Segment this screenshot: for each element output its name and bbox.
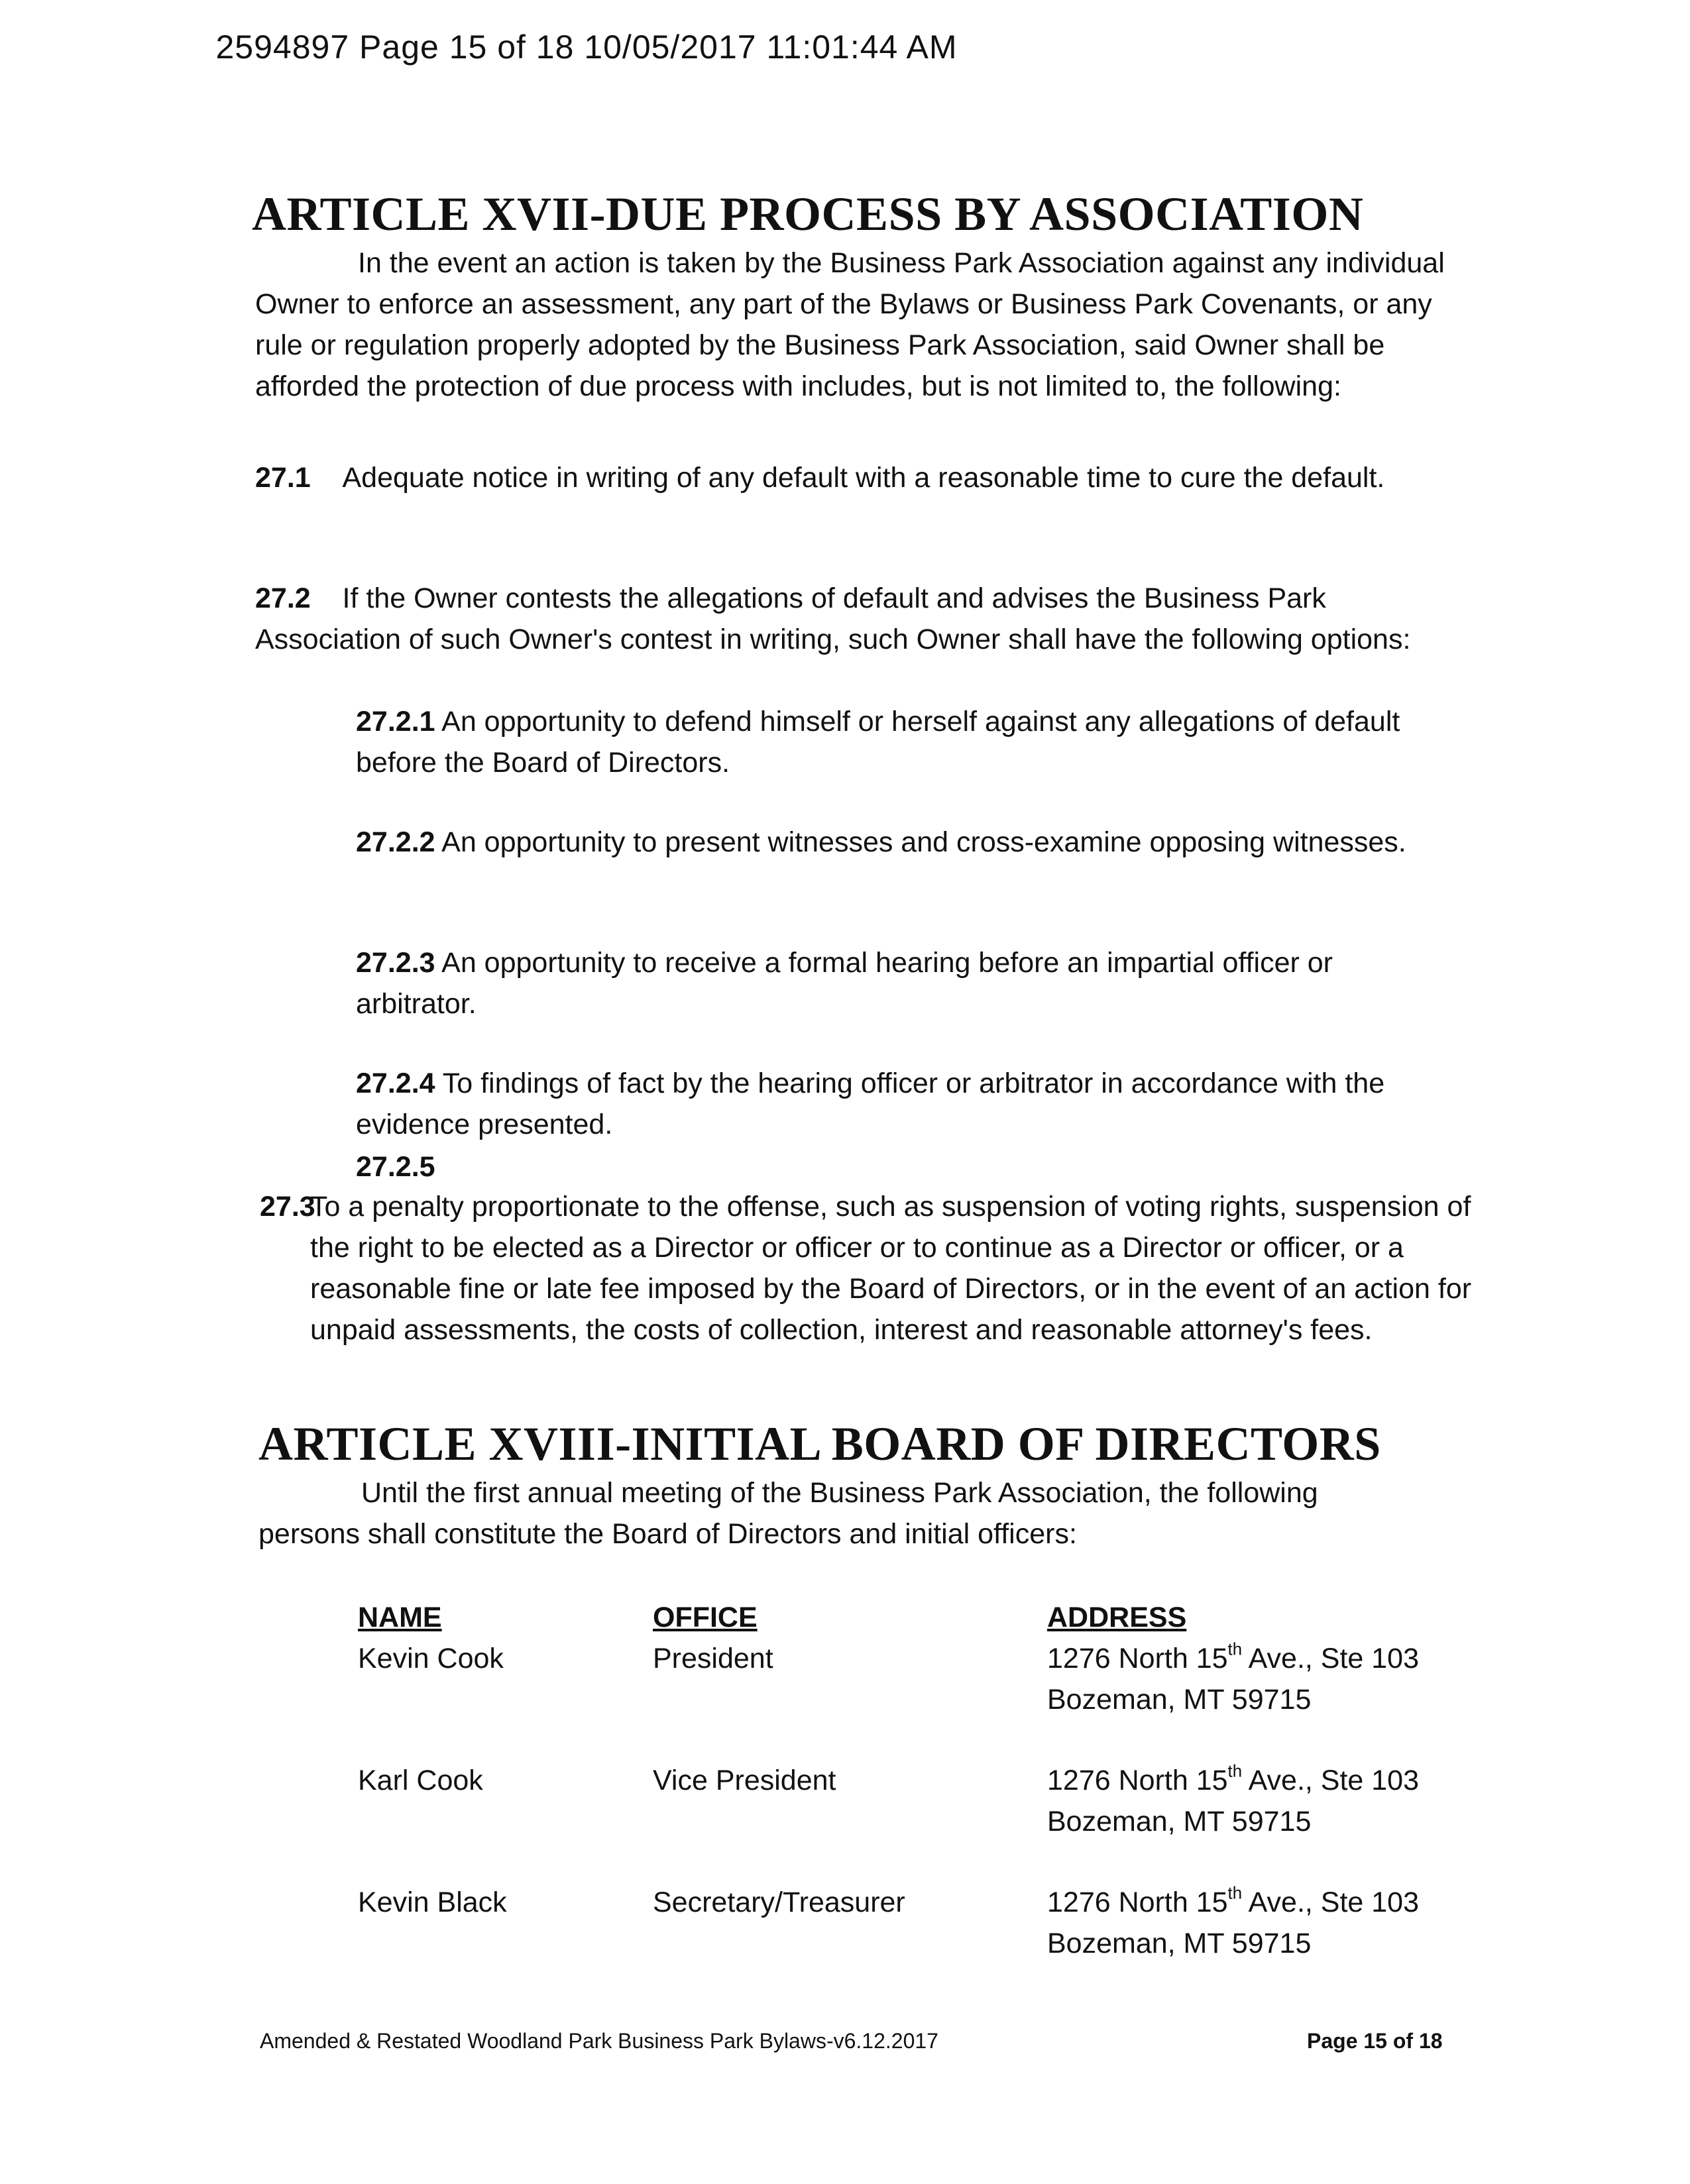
- article-17-title: ARTICLE XVII-DUE PROCESS BY ASSOCIATION: [252, 188, 1364, 241]
- section-number: 27.2.1: [356, 706, 435, 737]
- address-suite: Ave., Ste 103: [1242, 1765, 1420, 1796]
- board-member-office: Vice President: [653, 1765, 836, 1796]
- footer-document-title: Amended & Restated Woodland Park Business Park Bylaws-v6.12.2017: [260, 2029, 938, 2053]
- board-member-city: Bozeman, MT 59715: [1047, 1684, 1312, 1716]
- address-suite: Ave., Ste 103: [1242, 1886, 1420, 1918]
- address-street: 1276 North 15: [1047, 1765, 1228, 1796]
- address-ordinal: th: [1227, 1640, 1243, 1659]
- board-member-name: Kevin Black: [358, 1886, 507, 1918]
- section-27-3: [260, 1186, 1490, 1350]
- section-number: 27.2.4: [356, 1067, 435, 1099]
- address-street: 1276 North 15: [1047, 1643, 1228, 1674]
- board-member-address: [1047, 1760, 1419, 1801]
- section-27-2-2: [356, 822, 1443, 863]
- section-number: 27.3: [260, 1191, 315, 1223]
- section-27-2: [255, 578, 1448, 660]
- address-street: 1276 North 15: [1047, 1886, 1228, 1918]
- column-header-address: ADDRESS: [1047, 1602, 1187, 1633]
- address-suite: Ave., Ste 103: [1242, 1643, 1420, 1674]
- board-member-city: Bozeman, MT 59715: [1047, 1928, 1312, 1959]
- section-text: If the Owner contests the allegations of default and advises the Business Park Association of such Owner's contest in writing, such Owner shall have the following options:: [255, 582, 1411, 655]
- section-27-1: [255, 457, 1448, 498]
- section-text: To findings of fact by the hearing officer or arbitrator in accordance with the evidence presented.: [356, 1067, 1385, 1140]
- recording-stamp: 2594897 Page 15 of 18 10/05/2017 11:01:44 AM: [215, 28, 958, 66]
- address-ordinal: th: [1227, 1884, 1243, 1903]
- article-17-intro: In the event an action is taken by the Business Park Association against any individual Owner to enforce an assessment, any part of the Bylaws or Business Park Covenants, or any rule or regulation properly adopted by the Business Park Association, said Owner shall be afforded the protection of due process with includes, but is not limited to, the following:: [255, 247, 1445, 402]
- page-word: Page: [1307, 2029, 1364, 2053]
- page-total: 18: [1418, 2029, 1443, 2053]
- board-member-address: [1047, 1882, 1419, 1923]
- board-member-name: Karl Cook: [358, 1765, 483, 1796]
- section-27-2-5: [356, 1146, 1443, 1187]
- board-member-city: Bozeman, MT 59715: [1047, 1806, 1312, 1837]
- page-current: 15: [1363, 2029, 1387, 2053]
- article-18-title: ARTICLE XVIII-INITIAL BOARD OF DIRECTORS: [258, 1417, 1381, 1470]
- section-text: An opportunity to present witnesses and cross-examine opposing witnesses.: [441, 826, 1406, 858]
- board-member-office: Secretary/Treasurer: [653, 1886, 905, 1918]
- address-ordinal: th: [1227, 1762, 1243, 1781]
- section-number: 27.2.2: [356, 826, 435, 858]
- footer-page-number: [1307, 2029, 1443, 2053]
- section-27-2-3: [356, 942, 1443, 1024]
- section-text: Adequate notice in writing of any default with a reasonable time to cure the default.: [342, 462, 1385, 494]
- column-header-office: OFFICE: [653, 1602, 758, 1633]
- section-number: 27.2.5: [356, 1151, 435, 1183]
- section-number: 27.2.3: [356, 947, 435, 979]
- section-27-2-1: [356, 701, 1443, 783]
- section-number: 27.2: [255, 582, 311, 614]
- section-text: An opportunity to defend himself or herself against any allegations of default before the Board of Directors.: [356, 706, 1400, 779]
- page-of: of: [1386, 2029, 1419, 2053]
- board-member-address: [1047, 1638, 1419, 1679]
- section-number: 27.1: [255, 462, 311, 494]
- board-member-office: President: [653, 1643, 773, 1674]
- section-27-2-4: [356, 1063, 1443, 1145]
- section-text: An opportunity to receive a formal hearing before an impartial officer or arbitrator.: [356, 947, 1333, 1020]
- column-header-name: NAME: [358, 1602, 442, 1633]
- section-text: To a penalty proportionate to the offense, such as suspension of voting rights, suspension of the right to be elected as a Director or officer or to continue as a Director or officer, or a reasonable fine or late fee imposed by the Board of Directors, or in the event of an action for unpaid assessments, the costs of collection, interest and reasonable attorney's fees.: [310, 1191, 1472, 1346]
- article-18-intro: Until the first annual meeting of the Business Park Association, the following persons shall constitute the Board of Directors and initial officers:: [258, 1477, 1318, 1550]
- board-member-name: Kevin Cook: [358, 1643, 504, 1674]
